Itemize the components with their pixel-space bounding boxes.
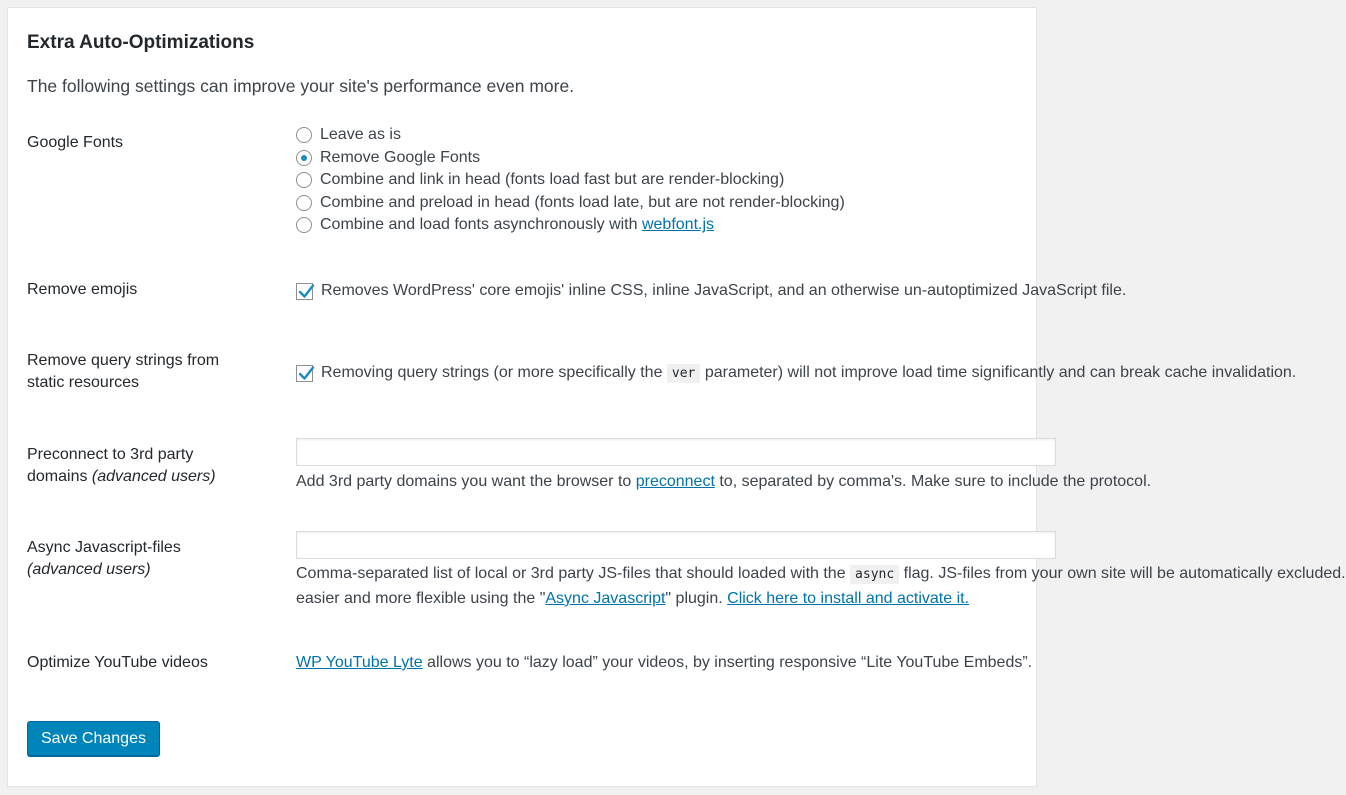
query-strings-text — [321, 362, 1296, 385]
google-fonts-options — [296, 124, 845, 237]
query-strings-checkbox[interactable] — [296, 365, 313, 382]
async-javascript-plugin-link[interactable]: Async Javascript — [545, 590, 666, 607]
async-js-input[interactable] — [296, 531, 1056, 559]
async-js-desc2-mid: " plugin. — [665, 590, 728, 607]
google-fonts-option-combine-link[interactable] — [296, 169, 845, 192]
preconnect-label-advanced: (advanced users) — [91, 468, 216, 485]
google-fonts-option-leave[interactable] — [296, 124, 845, 147]
preconnect-input[interactable] — [296, 438, 1056, 466]
preconnect-link[interactable]: preconnect — [635, 473, 715, 490]
async-js-label-line1: Async Javascript-files — [27, 539, 181, 556]
query-strings-row — [296, 362, 1296, 385]
async-js-desc1-before: Comma-separated list of local or 3rd party JS-files that should loaded with the — [296, 565, 851, 582]
async-code: async — [850, 565, 899, 584]
async-js-desc-line2 — [296, 587, 1346, 611]
settings-panel — [7, 7, 1346, 787]
google-fonts-label: Google Fonts — [27, 134, 124, 151]
query-strings-text-after: parameter) will not improve load time significantly and can break cache invalidation. — [700, 364, 1297, 381]
checkmark-icon — [296, 363, 317, 384]
query-strings-label — [27, 350, 219, 394]
radio-label: Combine and load fonts asynchronously with — [320, 216, 642, 234]
google-fonts-option-async[interactable] — [296, 214, 845, 237]
youtube-text: allows you to “lazy load” your videos, by inserting responsive “Lite YouTube Embeds”. — [422, 654, 1033, 671]
webfont-link[interactable]: webfont.js — [641, 216, 715, 234]
preconnect-label-line1: Preconnect to 3rd party — [27, 446, 194, 463]
async-js-label-advanced: (advanced users) — [27, 561, 151, 578]
install-activate-link[interactable]: Click here to install and activate it. — [727, 590, 970, 607]
async-js-desc2-before: easier and more flexible using the " — [296, 590, 546, 607]
remove-emojis-row — [296, 280, 1126, 302]
async-js-desc-line1 — [296, 562, 1346, 587]
radio-label: Leave as is — [320, 126, 401, 144]
async-js-desc1-after: flag. JS-files from your own site will be automatically excluded. — [899, 565, 1346, 582]
youtube-label: Optimize YouTube videos — [27, 654, 208, 671]
preconnect-label — [27, 444, 216, 488]
query-strings-text-before: Removing query strings (or more specifically the — [321, 364, 667, 381]
preconnect-desc-after: to, separated by comma's. Make sure to include the protocol. — [714, 473, 1152, 490]
google-fonts-option-combine-preload[interactable] — [296, 192, 845, 215]
async-js-label-line2 — [27, 559, 181, 581]
radio-leave-as-is[interactable] — [296, 127, 312, 143]
radio-combine-preload[interactable] — [296, 195, 312, 211]
remove-emojis-text: Removes WordPress' core emojis' inline CSS, inline JavaScript, and an otherwise un-autoptimized JavaScript file. — [321, 282, 1127, 299]
async-js-description — [296, 562, 1346, 611]
radio-remove-google-fonts[interactable] — [296, 150, 312, 166]
wp-youtube-lyte-link[interactable]: WP YouTube Lyte — [296, 654, 423, 671]
remove-emojis-checkbox[interactable] — [296, 283, 313, 300]
preconnect-label-line2 — [27, 466, 216, 488]
checkmark-icon — [296, 281, 317, 302]
remove-emojis-label: Remove emojis — [27, 281, 138, 298]
youtube-description — [296, 652, 1032, 674]
query-strings-label-line1: Remove query strings from — [27, 352, 220, 369]
save-changes-button[interactable]: Save Changes — [27, 721, 160, 756]
query-strings-label-line2: static resources — [27, 374, 140, 391]
preconnect-description — [296, 470, 1151, 494]
radio-combine-async[interactable] — [296, 217, 312, 233]
google-fonts-option-remove[interactable] — [296, 147, 845, 170]
radio-label: Remove Google Fonts — [320, 148, 481, 166]
radio-label: Combine and link in head (fonts load fast but are render-blocking) — [320, 171, 785, 189]
ver-code: ver — [667, 364, 700, 383]
radio-label: Combine and preload in head (fonts load late, but are not render-blocking) — [320, 193, 845, 211]
radio-combine-link[interactable] — [296, 172, 312, 188]
section-intro: The following settings can improve your site's performance even more. — [27, 76, 575, 96]
section-title: Extra Auto-Optimizations — [27, 32, 255, 53]
preconnect-label-plain: domains — [27, 468, 92, 485]
async-js-label — [27, 537, 181, 581]
preconnect-desc-before: Add 3rd party domains you want the browser to — [296, 473, 636, 490]
